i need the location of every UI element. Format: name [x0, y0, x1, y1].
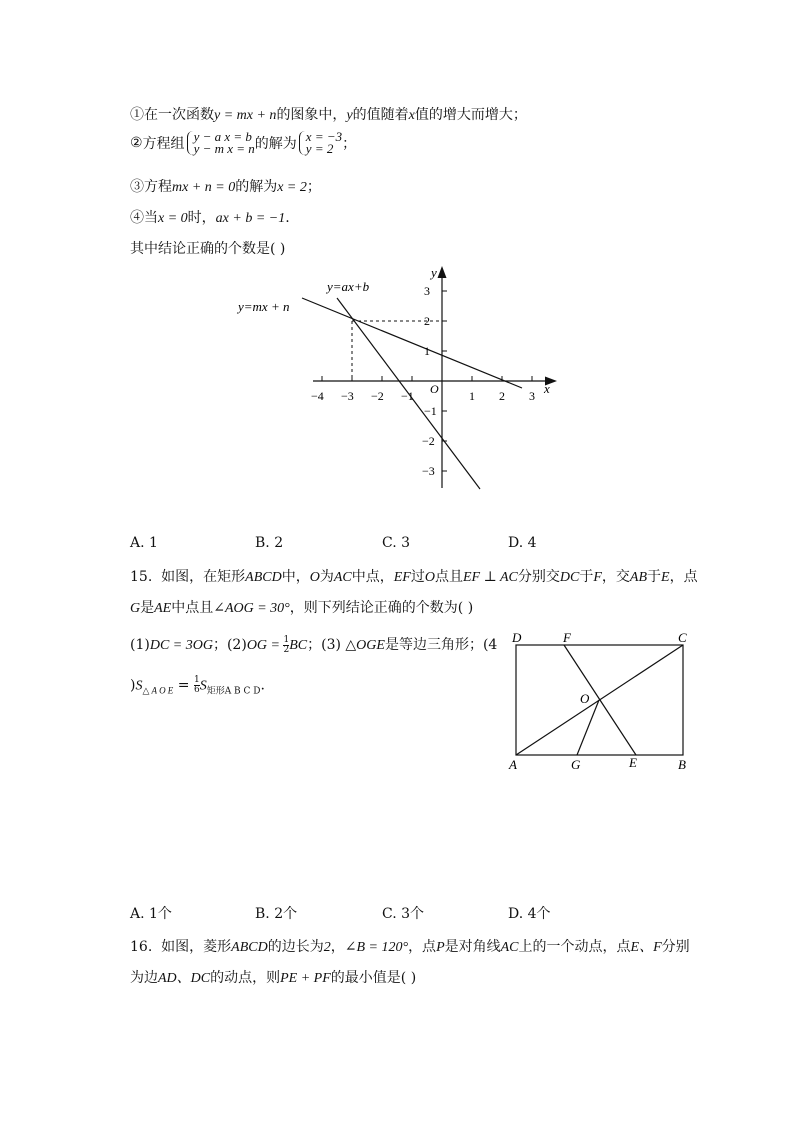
origin-label: O: [430, 382, 439, 396]
math: F: [593, 570, 602, 585]
q14-option-a[interactable]: A. 1: [130, 535, 158, 551]
sys-row: y − m x = n: [193, 141, 255, 156]
text: 分别: [661, 939, 690, 955]
ytick: 3: [424, 284, 430, 298]
math-eq: mx + n = 0: [172, 180, 236, 195]
math: E、F: [630, 940, 662, 955]
xtick: −4: [311, 389, 324, 403]
q14-option-c[interactable]: C. 3: [382, 535, 411, 551]
circled-4: ④: [130, 210, 144, 226]
ytick: −2: [422, 434, 435, 448]
text: ；: [342, 136, 357, 152]
text: 于: [647, 569, 662, 585]
math: ∠B = 120°: [344, 940, 409, 955]
circled-2: ②: [130, 135, 143, 151]
text: 分别交: [517, 569, 560, 585]
ytick: 1: [424, 344, 430, 358]
text: ；(2): [212, 637, 247, 653]
text: 是对角线: [444, 939, 501, 955]
math: OG =: [246, 638, 284, 653]
text: 时，: [187, 210, 216, 226]
sys-row: y − a x = b: [193, 129, 252, 144]
text: 为边: [130, 970, 158, 986]
math: OGE: [356, 638, 385, 653]
q14-conclusion-2: [130, 131, 356, 155]
math: PE + PF: [280, 971, 331, 986]
question-number: 15.: [130, 569, 153, 585]
math-eq: y = mx + n: [214, 108, 277, 123]
math: 2: [323, 940, 331, 955]
math: BC: [289, 638, 308, 653]
line-y-mx-n: [302, 298, 522, 388]
xtick: −1: [401, 389, 414, 403]
q14-conclusion-1: [130, 104, 527, 124]
point-d: D: [512, 630, 522, 645]
text: 为: [319, 569, 334, 585]
text: ，点: [408, 939, 437, 955]
q15-statements-line2: [130, 676, 265, 696]
math: AD、DC: [158, 971, 211, 986]
rectangle-figure: [500, 625, 700, 775]
q15-option-a[interactable]: A. 1个: [130, 906, 172, 922]
math: P: [436, 940, 445, 955]
math: S: [199, 678, 207, 694]
label-line1: y=ax+b: [327, 279, 370, 294]
solution-system: [297, 131, 342, 155]
math-eq: ax + b = −1: [215, 211, 286, 226]
text: 中点且: [171, 600, 214, 616]
y-axis-arrow: [438, 266, 447, 278]
text: 中点，: [351, 569, 394, 585]
xtick: 3: [529, 389, 535, 403]
math: E: [661, 570, 670, 585]
ytick: −3: [422, 464, 435, 478]
point-c: C: [678, 630, 687, 645]
function-graph: [225, 260, 565, 495]
axis-x-label: x: [544, 381, 550, 396]
text: 点且: [434, 569, 463, 585]
point-g: G: [571, 757, 581, 772]
q15-stem-line1: [130, 566, 698, 586]
text: ；(3) △: [307, 637, 357, 653]
math-sub: △ A O E: [142, 685, 174, 696]
point-b: B: [678, 757, 686, 772]
text: 是: [140, 600, 155, 616]
text: ): [130, 677, 136, 694]
text: 是等边三角形；(4: [384, 637, 498, 653]
q14-prompt: 其中结论正确的个数是( ): [130, 241, 286, 257]
xtick: 1: [469, 389, 475, 403]
math-y: y: [346, 108, 353, 123]
circled-3: ③: [130, 179, 144, 195]
text: 的解为: [235, 179, 278, 195]
point-e: E: [629, 755, 637, 770]
text: 中，: [281, 569, 310, 585]
text: 如图，菱形: [161, 939, 232, 955]
text: 的图象中，: [276, 107, 347, 123]
q16-stem-line2: [130, 967, 416, 987]
sys-row: x = −3: [305, 129, 343, 144]
text: .: [260, 677, 265, 694]
text: 过: [410, 569, 425, 585]
math: AC: [500, 940, 519, 955]
math-x: x: [408, 108, 415, 123]
axis-y-label: y: [431, 265, 437, 280]
text: 方程: [144, 179, 172, 195]
math-sol: x = 2: [277, 180, 307, 195]
math-sub: 矩形A B C D: [206, 686, 261, 697]
q15-stem-line2: [130, 597, 473, 617]
question-number: 16.: [130, 939, 153, 955]
xtick: −3: [341, 389, 354, 403]
frac-num: 1: [283, 634, 290, 645]
q15-statements-line1: [130, 634, 497, 655]
math: DC = 3OG: [149, 638, 213, 653]
text: 的解为: [254, 136, 297, 152]
math: AE: [154, 601, 172, 616]
text: ，: [330, 939, 345, 955]
xtick: 2: [499, 389, 505, 403]
text: 在一次函数: [144, 107, 214, 123]
math: O: [424, 570, 435, 585]
text: 值的增大而增大；: [414, 107, 527, 123]
frac-num: 1: [193, 675, 200, 685]
text: 的最小值是( ): [330, 970, 417, 986]
equation-system: [185, 131, 255, 155]
text: =: [173, 677, 194, 694]
text: 的动点，则: [210, 970, 281, 986]
q15-option-d[interactable]: D. 4个: [508, 906, 551, 922]
q15-option-c[interactable]: C. 3个: [382, 906, 425, 922]
math: AC: [333, 570, 352, 585]
text: 上的一个动点，点: [518, 939, 631, 955]
math: O: [309, 570, 320, 585]
math: ABCD: [245, 570, 282, 585]
math: ∠AOG = 30°: [213, 601, 290, 616]
text: ，点: [669, 569, 698, 585]
text: ，交: [601, 569, 630, 585]
math-cond: x = 0: [158, 211, 188, 226]
text: 方程组: [142, 136, 185, 152]
math: AB: [629, 570, 648, 585]
math: ABCD: [231, 940, 268, 955]
text: 的值随着: [352, 107, 409, 123]
segment-ef: [564, 645, 636, 755]
ytick: −1: [424, 404, 437, 418]
text: ；: [306, 179, 321, 195]
text: 如图，在矩形: [161, 569, 246, 585]
sys-row: y = 2: [305, 141, 334, 156]
frac-den: 2: [283, 644, 290, 655]
math: EF ⊥ AC: [462, 570, 518, 585]
text: 于: [579, 569, 594, 585]
q14-conclusion-3: [130, 176, 321, 196]
text: .: [285, 210, 290, 226]
q14-option-b[interactable]: B. 2: [255, 535, 284, 551]
point-o: O: [580, 691, 590, 706]
frac-den: 6: [193, 685, 200, 695]
xtick: −2: [371, 389, 384, 403]
q15-option-b[interactable]: B. 2个: [255, 906, 298, 922]
text: ，则下列结论正确的个数为( ): [289, 600, 474, 616]
text: 当: [144, 210, 158, 226]
ytick: 2: [424, 314, 430, 328]
math: DC: [559, 570, 580, 585]
math: EF: [393, 570, 411, 585]
circled-1: ①: [130, 107, 144, 123]
q14-conclusion-4: [130, 207, 290, 227]
text: 的边长为: [267, 939, 324, 955]
math: S: [135, 678, 143, 694]
math: G: [130, 601, 141, 616]
label-line2: y=mx + n: [238, 299, 290, 314]
q16-stem-line1: [130, 936, 690, 956]
point-a: A: [509, 757, 517, 772]
point-f: F: [563, 630, 571, 645]
q14-option-d[interactable]: D. 4: [508, 535, 537, 551]
text: (1): [130, 637, 150, 653]
